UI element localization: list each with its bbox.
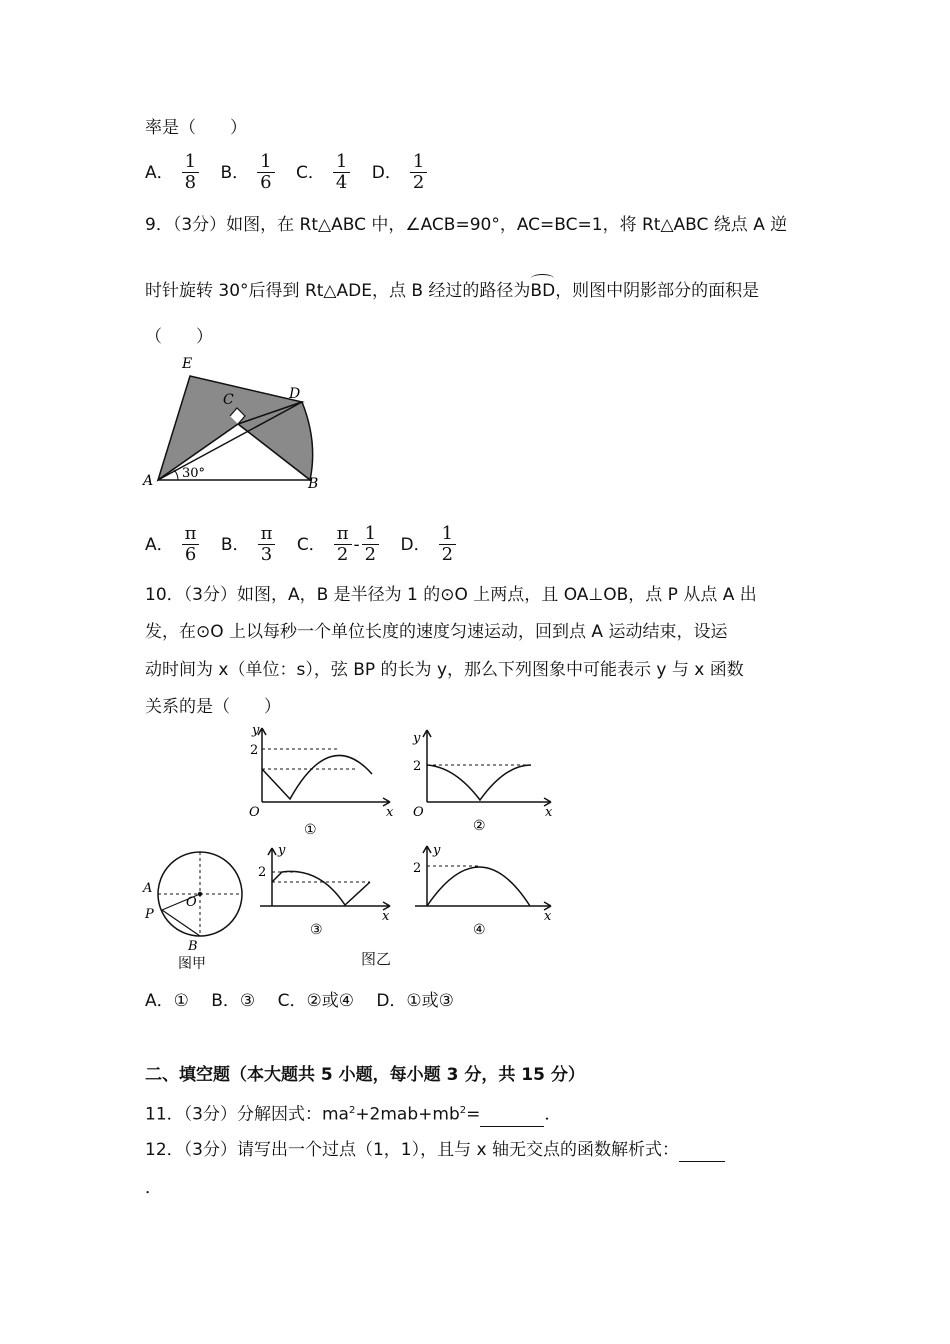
label-30deg: 30° (182, 466, 206, 481)
graph-3 (250, 842, 400, 942)
graph-2 (405, 722, 560, 842)
svg-text:2: 2 (258, 865, 267, 880)
q9-paren: （ ） (145, 327, 213, 347)
graph-1 (240, 722, 400, 842)
q8-option-c: C． $\frac{1}{4}$ (296, 163, 352, 183)
circle-figure (140, 848, 248, 976)
q9-option-b: B． $\frac{\pi}{3}$ (221, 535, 278, 555)
q8-option-a: A． $\frac{1}{8}$ (145, 163, 201, 183)
svg-text:2: 2 (250, 743, 259, 758)
svg-text:B: B (188, 939, 198, 954)
arc-bd: BD (530, 281, 556, 301)
svg-text:y: y (278, 843, 286, 858)
q12: 12．（3分）请写出一个过点（1，1），且与 x 轴无交点的函数解析式： (145, 1138, 725, 1162)
graph-4 (405, 842, 560, 942)
q8-tail: 率是（ ） (145, 118, 247, 138)
svg-text:O: O (186, 895, 197, 910)
label-a: A (143, 473, 154, 489)
q10-line1: 10．（3分）如图，A，B 是半径为 1 的⊙O 上两点，且 OA⊥OB，点 P 从点 A 出 (145, 585, 757, 605)
q10-line3: 动时间为 x（单位：s），弦 BP 的长为 y，那么下列图象中可能表示 y 与 x 函数 (145, 660, 744, 680)
graph-2-label: ② (473, 818, 486, 834)
q10-options: A．① B．③ C．②或④ D．①或③ (145, 991, 454, 1011)
label-d: D (289, 386, 301, 402)
svg-text:x: x (382, 909, 390, 924)
q11: 11．（3分）分解因式：$ma^2+2mab+mb^2=$ ． (145, 1104, 562, 1125)
svg-text:y: y (413, 731, 421, 746)
svg-text:A: A (143, 881, 153, 896)
q12-dot: ． (145, 1178, 162, 1198)
q9-options (145, 524, 472, 565)
q9-option-c: C． $\frac{\pi}{2}$ - $\frac{1}{2}$ (297, 535, 381, 555)
svg-text:P: P (145, 907, 154, 922)
graph-1-label: ① (304, 822, 317, 838)
q8-option-d: D． $\frac{1}{2}$ (372, 163, 430, 183)
svg-text:x: x (544, 909, 552, 924)
label-e: E (182, 356, 193, 372)
svg-text:y: y (433, 843, 441, 858)
svg-text:2: 2 (413, 861, 422, 876)
q9-option-a: A． $\frac{\pi}{6}$ (145, 535, 201, 555)
q8-option-b: B． $\frac{1}{6}$ (221, 163, 277, 183)
svg-text:2: 2 (413, 759, 422, 774)
q10-line2: 发，在⊙O 上以每秒一个单位长度的速度匀速运动，回到点 A 运动结束，设运 (145, 622, 728, 642)
q12-blank[interactable] (679, 1161, 725, 1162)
q8-options (145, 152, 443, 193)
q9-line1: 9．（3分）如图，在 Rt△ABC 中，∠ACB=90°，AC=BC=1，将 Rt△ABC 绕点 A 逆 (145, 215, 788, 235)
figure-yi-caption: 图乙 (361, 950, 392, 968)
svg-text:y: y (252, 723, 260, 738)
section-2-title: 二、填空题（本大题共 5 小题，每小题 3 分，共 15 分） (145, 1065, 585, 1085)
q10-line4: 关系的是（ ） (145, 697, 281, 717)
figure-jia-caption: 图甲 (178, 956, 206, 972)
q9-option-d: D． $\frac{1}{2}$ (401, 535, 459, 555)
graph-3-label: ③ (310, 922, 323, 938)
q9-line2: 时针旋转 30°后得到 Rt△ADE，点 B 经过的路径为BD，则图中阴影部分的面积是 (145, 281, 760, 301)
label-c: C (223, 392, 234, 408)
q11-blank[interactable] (480, 1126, 544, 1127)
svg-text:O: O (249, 805, 260, 820)
label-b: B (308, 476, 319, 492)
svg-text:O: O (413, 805, 424, 820)
graph-4-label: ④ (473, 922, 486, 938)
svg-text:x: x (545, 805, 553, 820)
svg-text:x: x (386, 805, 394, 820)
q9-figure (140, 352, 330, 497)
